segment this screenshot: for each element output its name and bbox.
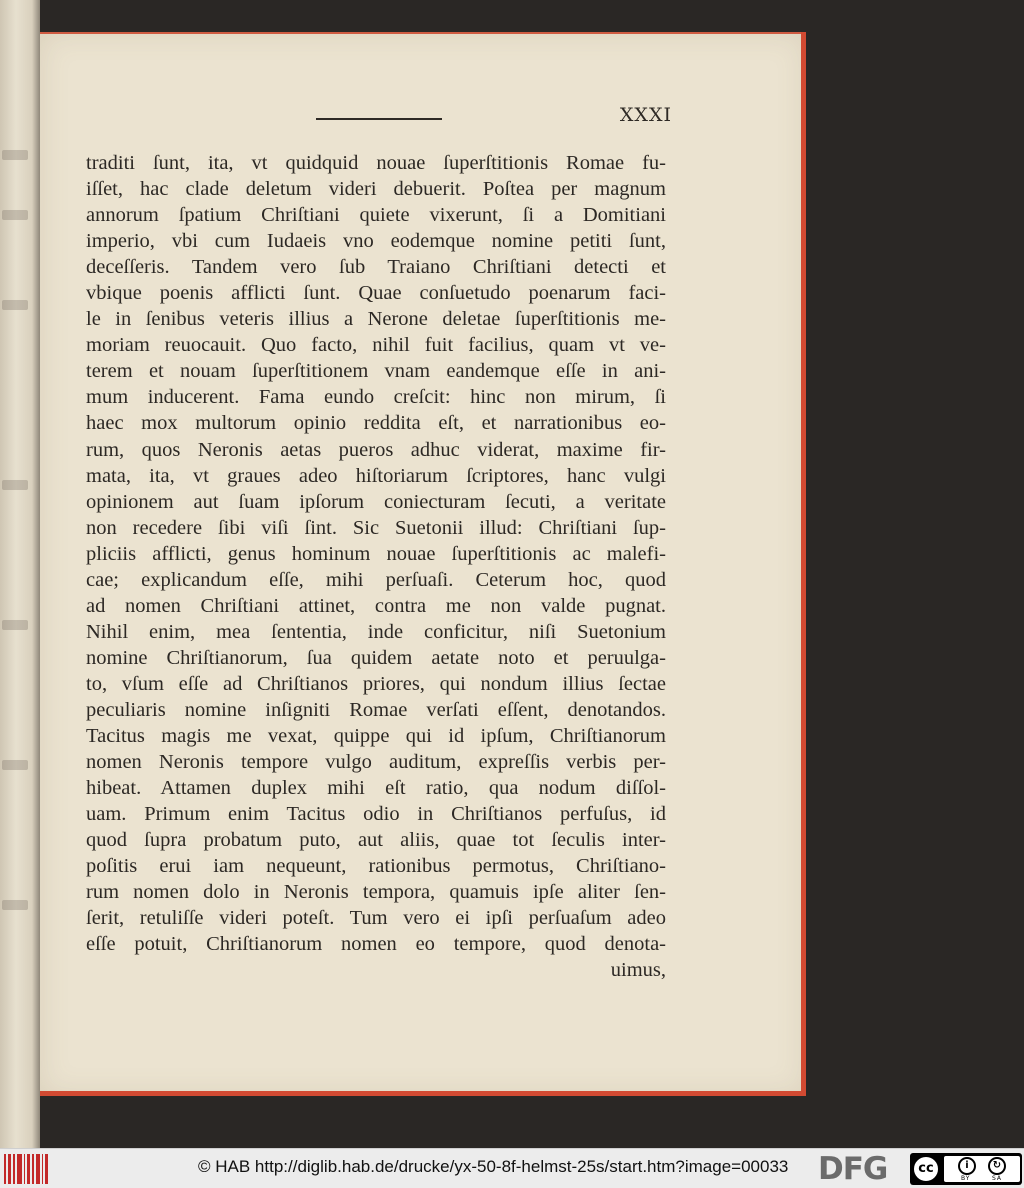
text-line: traditi ſunt, ita, vt quidquid nouae ſuperſtitionis Romae fu-: [86, 152, 666, 174]
page-red-edge-right: [801, 32, 806, 1096]
ghost-text-mark: [2, 150, 28, 160]
text-line: nomen Neronis tempore vulgo auditum, expreſſis verbis per-: [86, 751, 666, 774]
attribution-icon: i: [958, 1157, 976, 1175]
page-red-edge-top: [40, 32, 806, 34]
ghost-text-mark: [2, 900, 28, 910]
text-line: quod ſupra probatum puto, aut aliis, quae tot ſeculis inter-: [86, 829, 666, 852]
text-line: Nihil enim, mea ſententia, inde conficitur, niſi Suetonium: [86, 620, 666, 643]
dfg-logo: DFG: [818, 1151, 888, 1187]
text-line: poſitis erui iam nequeunt, rationibus permotus, Chriſtiano-: [86, 855, 666, 878]
text-line: Tacitus magis me vexat, quippe qui id ipſum, Chriſtianorum: [86, 725, 666, 748]
text-line: haec mox multorum opinio reddita eſt, et narrationibus eo-: [86, 412, 666, 435]
page-number: XXXI: [619, 104, 672, 126]
header-rule: [316, 118, 442, 120]
ghost-text-mark: [2, 210, 28, 220]
ghost-text-mark: [2, 300, 28, 310]
text-line: rum nomen dolo in Neronis tempora, quamuis ipſe aliter ſen-: [86, 881, 666, 904]
text-line: ad nomen Chriſtiani attinet, contra me non valde pugnat.: [86, 594, 666, 617]
ghost-text-mark: [2, 760, 28, 770]
text-line: rum, quos Neronis aetas pueros adhuc viderat, maxime fir-: [86, 438, 666, 461]
text-line: non recedere ſibi viſi ſint. Sic Suetonii illud: Chriſtiani ſup-: [86, 516, 666, 539]
text-line: terem et nouam ſuperſtitionem vnam eandemque eſſe in ani-: [86, 360, 666, 383]
text-line: annorum ſpatium Chriſtiani quiete vixerunt, ſi a Domitiani: [86, 204, 666, 227]
text-line: hibeat. Attamen duplex mihi eſt ratio, qua nodum diſſol-: [86, 777, 666, 800]
footer-bar: [0, 1148, 1024, 1188]
ghost-text-mark: [2, 620, 28, 630]
text-line: ſerit, retuliſſe videri poteſt. Tum vero ei ipſi perſuaſum adeo: [86, 907, 666, 930]
text-line: cae; explicandum eſſe, mihi perſuaſi. Ceterum hoc, quod: [86, 568, 666, 591]
text-line: moriam reuocauit. Quo facto, nihil fuit facilius, quam vt ve-: [86, 334, 666, 357]
left-page-edge: [0, 0, 40, 1148]
text-line: uam. Primum enim Tacitus odio in Chriſtianos perfuſus, id: [86, 803, 666, 826]
ghost-text-mark: [2, 480, 28, 490]
text-line: pliciis afflicti, genus hominum nouae ſuperſtitionis ac malefi-: [86, 542, 666, 565]
text-line: eſſe potuit, Chriſtianorum nomen eo tempore, quod denota-: [86, 933, 666, 956]
catchword: uimus,: [610, 959, 666, 982]
text-line: mum inducerent. Fama eundo creſcit: hinc non mirum, ſi: [86, 386, 666, 409]
text-line: nomine Chriſtianorum, ſua quidem aetate noto et peruulga-: [86, 646, 666, 669]
page-red-edge-bottom: [40, 1091, 806, 1096]
by-label: BY: [961, 1175, 971, 1182]
body-text: [86, 150, 666, 984]
text-line: deceſſeris. Tandem vero ſub Traiano Chriſtiani detecti et: [86, 256, 666, 279]
text-line: to, vſum eſſe ad Chriſtianos priores, qui nondum illius ſectae: [86, 672, 666, 695]
text-line: mata, ita, vt graues adeo hiſtoriarum ſcriptores, hanc vulgi: [86, 464, 666, 487]
text-line: le in ſenibus veteris illius a Nerone deletae ſuperſtitionis me-: [86, 308, 666, 331]
text-line: peculiaris nomine inſigniti Romae verſati eſſent, denotandos.: [86, 698, 666, 721]
copyright-link[interactable]: © HAB http://diglib.hab.de/drucke/yx-50-8f-helmst-25s/start.htm?image=00033: [198, 1157, 789, 1176]
share-alike-icon: ↻: [988, 1157, 1006, 1175]
text-line: iſſet, hac clade deletum videri debuerit. Poſtea per magnum: [86, 178, 666, 201]
text-line: imperio, vbi cum Iudaeis vno eodemque nomine petiti ſunt,: [86, 230, 666, 253]
barcode-icon: [4, 1154, 48, 1184]
cc-attribution-panel: [944, 1156, 1020, 1182]
text-line: vbique poenis afflicti ſunt. Quae conſuetudo poenarum faci-: [86, 282, 666, 305]
cc-license-badge[interactable]: [910, 1153, 1022, 1185]
cc-logo-icon: cc: [912, 1155, 940, 1183]
sa-label: SA: [992, 1175, 1003, 1182]
text-line: opinionem aut ſuam ipſorum coniecturam ſecuti, a veritate: [86, 490, 666, 513]
